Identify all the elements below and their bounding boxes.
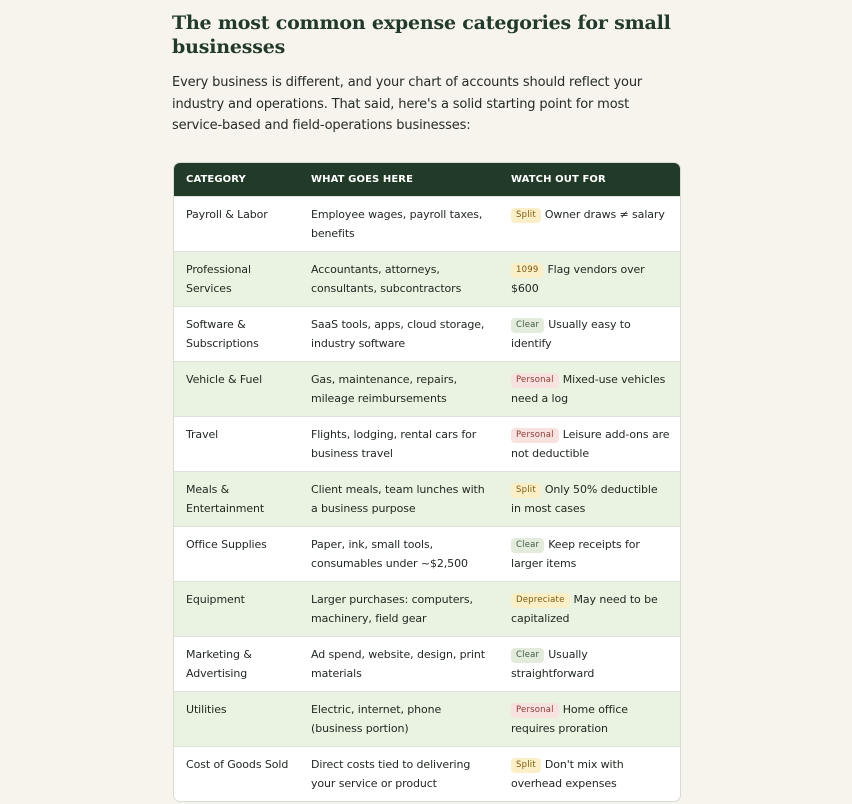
table-header-row	[174, 163, 680, 197]
table-row	[174, 747, 680, 802]
category-cell: Vehicle & Fuel	[174, 362, 299, 417]
watch-out-note: Keep receipts for larger items	[511, 538, 640, 570]
watch-out-note: Usually straightforward	[511, 648, 595, 680]
table-row	[174, 197, 680, 252]
intro-paragraph: Every business is different, and your chart of accounts should reflect your industry and operations. That said, here's a solid starting point for most service-based and field-operations businesses:	[172, 75, 643, 133]
description-cell: Gas, maintenance, repairs, mileage reimbursements	[299, 362, 499, 417]
watch-out-cell	[499, 582, 680, 637]
watch-out-note: Mixed-use vehicles need a log	[511, 373, 666, 405]
table-row	[174, 637, 680, 692]
watch-out-cell	[499, 362, 680, 417]
description-cell: Paper, ink, small tools, consumables under ~$2,500	[299, 527, 499, 582]
table-row	[174, 417, 680, 472]
watch-out-cell	[499, 197, 680, 252]
watch-out-cell	[499, 527, 680, 582]
article	[172, 0, 680, 790]
category-cell: Utilities	[174, 692, 299, 747]
watch-out-cell	[499, 307, 680, 362]
watch-out-note: Leisure add-ons are not deductible	[511, 428, 670, 460]
table-row	[174, 692, 680, 747]
status-badge: 1099	[511, 263, 543, 278]
category-cell: Payroll & Labor	[174, 197, 299, 252]
table-row	[174, 582, 680, 637]
status-badge: Split	[511, 208, 541, 223]
description-cell: SaaS tools, apps, cloud storage, industry software	[299, 307, 499, 362]
watch-out-note: Flag vendors over $600	[511, 263, 645, 295]
category-cell: Cost of Goods Sold	[174, 747, 299, 802]
column-header-category: CATEGORY	[174, 163, 299, 197]
category-cell: Marketing & Advertising	[174, 637, 299, 692]
watch-out-cell	[499, 637, 680, 692]
description-cell: Electric, internet, phone (business portion)	[299, 692, 499, 747]
section-heading: The most common expense categories for small businesses	[172, 12, 671, 58]
column-header-watch: WATCH OUT FOR	[499, 163, 680, 197]
category-cell: Travel	[174, 417, 299, 472]
category-cell: Office Supplies	[174, 527, 299, 582]
watch-out-cell	[499, 472, 680, 527]
watch-out-note: Don't mix with overhead expenses	[511, 758, 624, 790]
table-row	[174, 307, 680, 362]
watch-out-note: Only 50% deductible in most cases	[511, 483, 658, 515]
status-badge: Personal	[511, 428, 559, 443]
table-row	[174, 472, 680, 527]
status-badge: Personal	[511, 703, 559, 718]
watch-out-cell	[499, 747, 680, 802]
watch-out-note: Owner draws ≠ salary	[544, 208, 665, 221]
status-badge: Depreciate	[511, 593, 570, 608]
status-badge: Personal	[511, 373, 559, 388]
status-badge: Split	[511, 483, 541, 498]
description-cell: Client meals, team lunches with a business purpose	[299, 472, 499, 527]
description-cell: Ad spend, website, design, print materials	[299, 637, 499, 692]
watch-out-note: Home office requires proration	[511, 703, 628, 735]
description-cell: Larger purchases: computers, machinery, field gear	[299, 582, 499, 637]
watch-out-cell	[499, 692, 680, 747]
description-cell: Accountants, attorneys, consultants, subcontractors	[299, 252, 499, 307]
description-cell: Flights, lodging, rental cars for business travel	[299, 417, 499, 472]
table-row	[174, 252, 680, 307]
category-cell: Meals & Entertainment	[174, 472, 299, 527]
status-badge: Clear	[511, 318, 544, 333]
table-row	[174, 362, 680, 417]
expense-categories-table	[173, 162, 681, 802]
table-row	[174, 527, 680, 582]
column-header-what: WHAT GOES HERE	[299, 163, 499, 197]
description-cell: Direct costs tied to delivering your service or product	[299, 747, 499, 802]
category-cell: Professional Services	[174, 252, 299, 307]
watch-out-note: Usually easy to identify	[511, 318, 631, 350]
description-cell: Employee wages, payroll taxes, benefits	[299, 197, 499, 252]
watch-out-note: May need to be capitalized	[511, 593, 658, 625]
status-badge: Clear	[511, 538, 544, 553]
table-body	[174, 197, 680, 802]
status-badge: Clear	[511, 648, 544, 663]
category-cell: Equipment	[174, 582, 299, 637]
watch-out-cell	[499, 417, 680, 472]
category-cell: Software & Subscriptions	[174, 307, 299, 362]
status-badge: Split	[511, 758, 541, 773]
watch-out-cell	[499, 252, 680, 307]
